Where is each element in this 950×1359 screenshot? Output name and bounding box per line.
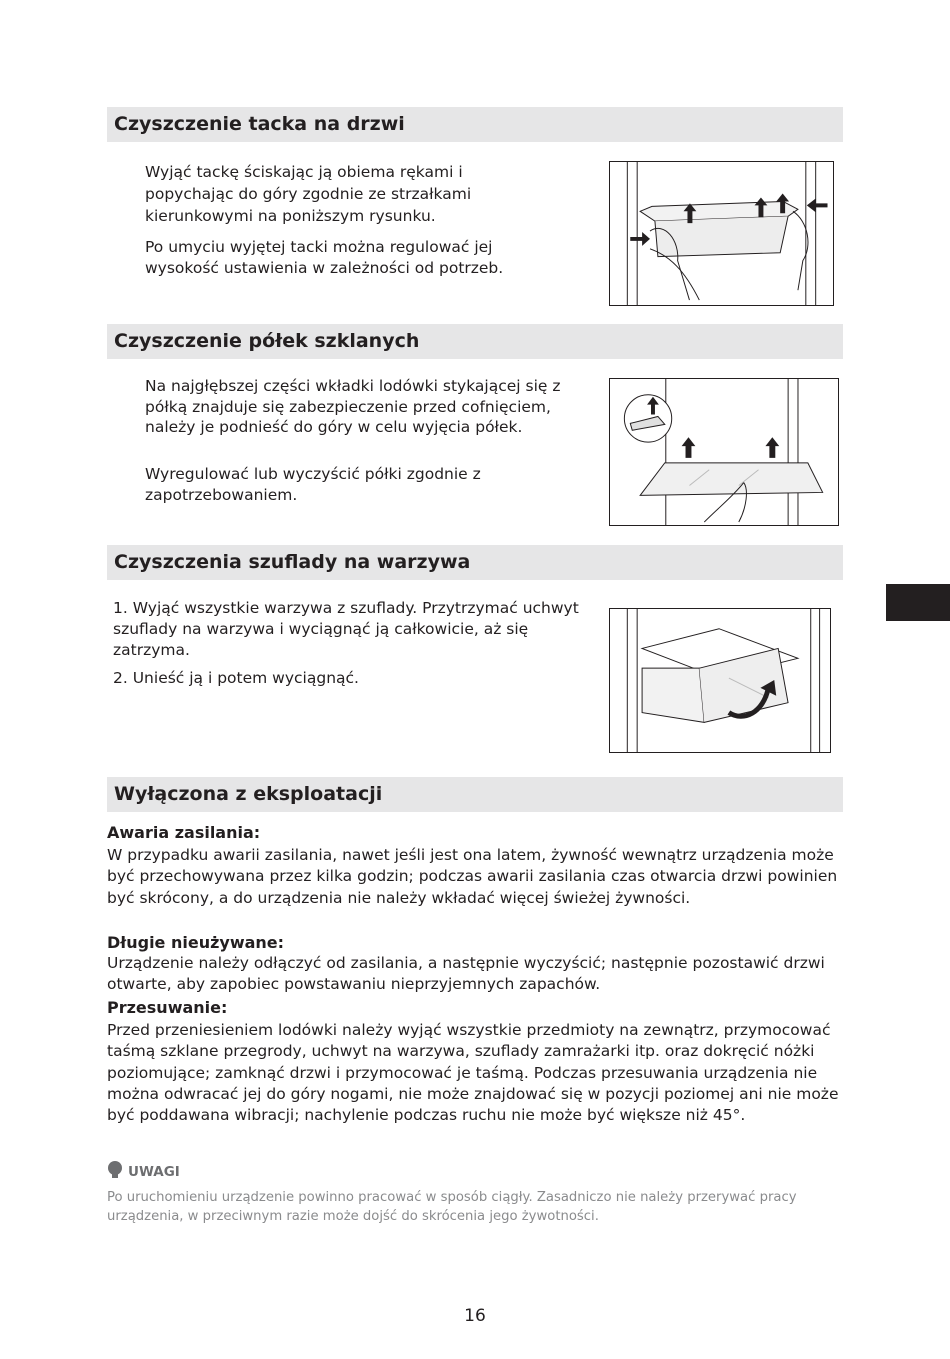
section-title-glass-shelves: Czyszczenie półek szklanych — [107, 324, 843, 359]
glass-shelves-instructions: Na najgłębszej części wkładki lodówki stykającej się z półką znajduje się zabezpieczenie przed cofnięciem, należy je podnieść do góry w celu wyjęcia półek. — [145, 377, 561, 436]
long-unused-text: Urządzenie należy odłączyć od zasilania, a następnie wyczyścić; następnie pozostawić drzwi otwarte, aby zapobiec powstawaniu nieprzyjemnych zapachów. — [107, 954, 825, 994]
notes-text: Po uruchomieniu urządzenie powinno pracować w sposób ciągły. Zasadniczo nie należy przerywać pracy urządzenia, w przeciwnym razie może dojść do skrócenia jego żywotności. — [107, 1190, 797, 1224]
power-failure-heading: Awaria zasilania: — [107, 823, 261, 842]
glass-shelves-adjust-note: Wyregulować lub wyczyścić półki zgodnie z zapotrzebowaniem. — [145, 465, 481, 504]
notes-label: UWAGI — [128, 1164, 180, 1180]
power-failure-text: W przypadku awarii zasilania, nawet jeśli jest ona latem, żywność wewnątrz urządzenia może być przechowywana przez kilka godzin; podczas awarii zasilania czas otwarcia drzwi powinien być skrócony, a do urządzenia nie należy wkładać więcej świeżej żywności. — [107, 846, 838, 907]
page-number: 16 — [464, 1306, 486, 1326]
long-unused-heading: Długie nieużywane: — [107, 933, 285, 952]
door-tray-drawing — [610, 162, 833, 305]
chapter-tab-marker — [886, 584, 950, 621]
moving-heading: Przesuwanie: — [107, 998, 228, 1017]
section-title-vegetable-drawer: Czyszczenia szuflady na warzywa — [107, 545, 843, 580]
vegetable-drawer-step-2: 2. Unieść ją i potem wyciągnąć. — [113, 669, 359, 687]
vegetable-drawer-illustration — [609, 608, 831, 753]
vegetable-drawer-step-1: 1. Wyjąć wszystkie warzywa z szuflady. Przytrzymać uchwyt szuflady na warzywa i wyciągnąć ją całkowicie, aż się zatrzyma. — [113, 599, 579, 659]
door-tray-illustration — [609, 161, 834, 306]
section-title-door-tray: Czyszczenie tacka na drzwi — [107, 107, 843, 142]
section-title-decommissioned: Wyłączona z eksploatacji — [107, 777, 843, 812]
vegetable-drawer-drawing — [610, 609, 830, 752]
glass-shelf-drawing — [610, 379, 838, 525]
door-tray-adjust-note: Po umyciu wyjętej tacki można regulować jej wysokość ustawienia w zależności od potrzeb. — [145, 238, 504, 277]
door-tray-instructions: Wyjąć tackę ściskając ją obiema rękami i popychając do góry zgodnie ze strzałkami kierunkowymi na poniższym rysunku. — [145, 163, 472, 225]
lightbulb-icon — [107, 1161, 123, 1183]
notes-heading — [107, 1161, 180, 1183]
moving-text: Przed przeniesieniem lodówki należy wyjąć wszystkie przedmioty na zewnątrz, przymocować taśmą szklane przegrody, uchwyt na warzywa, szuflady zamrażarki itp. oraz dokręcić nóżki poziomujące; zamknąć drzwi i przymocować je taśmą. Podczas przesuwania urządzenia nie można odwracać jej do góry nogami, nie może znajdować się w pozycji poziomej ani nie może być poddawana wibracji; nachylenie podczas ruchu nie może być większe niż 45°. — [107, 1021, 839, 1125]
glass-shelf-illustration — [609, 378, 839, 526]
